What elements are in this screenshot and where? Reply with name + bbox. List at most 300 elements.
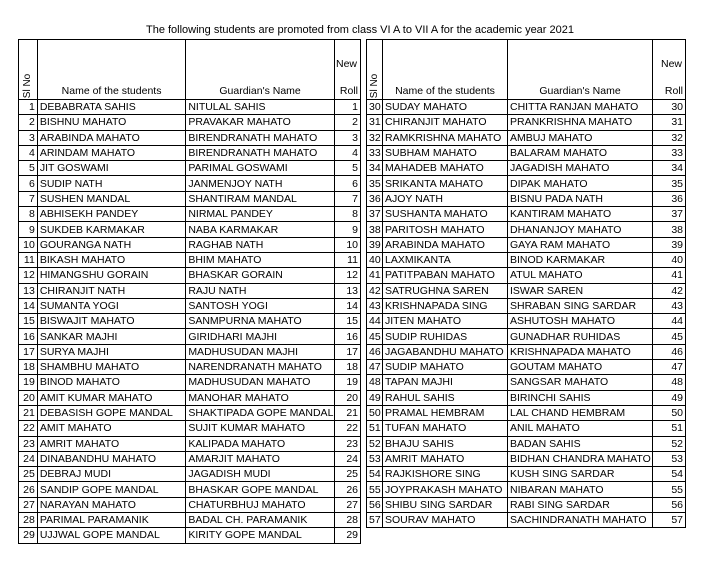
new-roll-cell: 35 bbox=[653, 176, 686, 191]
table-header-row bbox=[19, 40, 361, 100]
sl-no-cell: 56 bbox=[367, 497, 383, 512]
table-row bbox=[19, 528, 361, 543]
guardian-name-cell: JANMENJOY NATH bbox=[186, 176, 335, 191]
new-roll-cell: 25 bbox=[334, 467, 360, 482]
student-name-cell: AMRIT MAHATO bbox=[37, 436, 186, 451]
table-row bbox=[367, 100, 686, 115]
student-name-cell: SRIKANTA MAHATO bbox=[383, 176, 508, 191]
student-name-cell: UJJWAL GOPE MANDAL bbox=[37, 528, 186, 543]
sl-no-cell: 26 bbox=[19, 482, 38, 497]
sl-no-cell: 50 bbox=[367, 405, 383, 420]
student-name-cell: JIT GOSWAMI bbox=[37, 161, 186, 176]
guardian-name-cell: LAL CHAND HEMBRAM bbox=[508, 405, 653, 420]
student-name-cell: PARIMAL PARAMANIK bbox=[37, 513, 186, 528]
sl-no-header bbox=[367, 40, 383, 100]
student-name-cell: RAJKISHORE SING bbox=[383, 467, 508, 482]
table-row bbox=[19, 145, 361, 160]
student-name-cell: RAMKRISHNA MAHATO bbox=[383, 130, 508, 145]
new-roll-cell: 33 bbox=[653, 145, 686, 160]
table-row bbox=[367, 390, 686, 405]
guardian-name-cell: GOUTAM MAHATO bbox=[508, 360, 653, 375]
student-rows-right bbox=[367, 100, 686, 528]
sl-no-cell: 49 bbox=[367, 390, 383, 405]
guardian-name-cell: SANGSAR MAHATO bbox=[508, 375, 653, 390]
table-row bbox=[367, 360, 686, 375]
sl-no-cell: 53 bbox=[367, 451, 383, 466]
sl-no-cell: 21 bbox=[19, 405, 38, 420]
sl-no-cell: 4 bbox=[19, 145, 38, 160]
sl-no-cell: 1 bbox=[19, 100, 38, 115]
guardian-name-cell: PRAVAKAR MAHATO bbox=[186, 115, 335, 130]
table-row bbox=[367, 482, 686, 497]
student-name-cell: MAHADEB MAHATO bbox=[383, 161, 508, 176]
new-roll-cell: 7 bbox=[334, 191, 360, 206]
new-roll-cell: 40 bbox=[653, 252, 686, 267]
table-row bbox=[367, 191, 686, 206]
table-row bbox=[367, 513, 686, 528]
table-row bbox=[367, 375, 686, 390]
sl-no-cell: 17 bbox=[19, 344, 38, 359]
sl-no-cell: 6 bbox=[19, 176, 38, 191]
student-name-cell: DEBASISH GOPE MANDAL bbox=[37, 405, 186, 420]
student-name-cell: SUDAY MAHATO bbox=[383, 100, 508, 115]
guardian-name-cell: CHITTA RANJAN MAHATO bbox=[508, 100, 653, 115]
guardian-name-cell: MADHUSUDAN MAHATO bbox=[186, 375, 335, 390]
guardian-name-header: Guardian's Name bbox=[186, 40, 335, 100]
sl-no-cell: 47 bbox=[367, 360, 383, 375]
guardian-name-cell: ISWAR SAREN bbox=[508, 283, 653, 298]
table-row bbox=[19, 252, 361, 267]
guardian-name-cell: AMBUJ MAHATO bbox=[508, 130, 653, 145]
sl-no-cell: 44 bbox=[367, 314, 383, 329]
table-row bbox=[367, 314, 686, 329]
student-name-cell: TAPAN MAJHI bbox=[383, 375, 508, 390]
table-row bbox=[367, 467, 686, 482]
new-roll-cell: 49 bbox=[653, 390, 686, 405]
student-name-cell: SATRUGHNA SAREN bbox=[383, 283, 508, 298]
guardian-name-cell: RABI SING SARDAR bbox=[508, 497, 653, 512]
page-title: The following students are promoted from class VI A to VII A for the academic year 2021 bbox=[145, 24, 574, 36]
guardian-name-cell: KRISHNAPADA MAHATO bbox=[508, 344, 653, 359]
table-row bbox=[19, 191, 361, 206]
new-roll-cell: 20 bbox=[334, 390, 360, 405]
table-row bbox=[367, 252, 686, 267]
table-row bbox=[19, 130, 361, 145]
new-label: New bbox=[660, 58, 682, 70]
new-roll-cell: 43 bbox=[653, 298, 686, 313]
new-roll-cell: 10 bbox=[334, 237, 360, 252]
new-roll-cell: 32 bbox=[653, 130, 686, 145]
new-roll-cell: 6 bbox=[334, 176, 360, 191]
student-name-cell: TUFAN MAHATO bbox=[383, 421, 508, 436]
sl-no-cell: 7 bbox=[19, 191, 38, 206]
sl-no-cell: 8 bbox=[19, 207, 38, 222]
table-row bbox=[367, 207, 686, 222]
new-roll-cell: 50 bbox=[653, 405, 686, 420]
guardian-name-cell: CHATURBHUJ MAHATO bbox=[186, 497, 335, 512]
table-row bbox=[367, 161, 686, 176]
sl-no-cell: 48 bbox=[367, 375, 383, 390]
sl-no-cell: 2 bbox=[19, 115, 38, 130]
new-roll-cell: 17 bbox=[334, 344, 360, 359]
new-roll-cell: 48 bbox=[653, 375, 686, 390]
sl-no-cell: 33 bbox=[367, 145, 383, 160]
table-row bbox=[367, 329, 686, 344]
student-name-cell: AMIT KUMAR MAHATO bbox=[37, 390, 186, 405]
roll-label: Roll bbox=[339, 85, 358, 97]
guardian-name-cell: GUNADHAR RUHIDAS bbox=[508, 329, 653, 344]
new-roll-cell: 39 bbox=[653, 237, 686, 252]
student-name-cell: ARABINDA MAHATO bbox=[37, 130, 186, 145]
student-name-cell: RAHUL SAHIS bbox=[383, 390, 508, 405]
student-name-cell: CHIRANJIT MAHATO bbox=[383, 115, 508, 130]
guardian-name-cell: AMARJIT MAHATO bbox=[186, 451, 335, 466]
sl-no-cell: 36 bbox=[367, 191, 383, 206]
table-row bbox=[19, 375, 361, 390]
new-roll-cell: 29 bbox=[334, 528, 360, 543]
table-row bbox=[19, 314, 361, 329]
new-roll-cell: 19 bbox=[334, 375, 360, 390]
table-row bbox=[19, 344, 361, 359]
student-name-cell: SUSHEN MANDAL bbox=[37, 191, 186, 206]
table-row bbox=[367, 451, 686, 466]
guardian-name-cell: SHAKTIPADA GOPE MANDAL bbox=[186, 405, 335, 420]
sl-no-cell: 3 bbox=[19, 130, 38, 145]
sl-no-cell: 35 bbox=[367, 176, 383, 191]
student-name-cell: JAGABANDHU MAHATO bbox=[383, 344, 508, 359]
table-row bbox=[19, 237, 361, 252]
sl-no-cell: 55 bbox=[367, 482, 383, 497]
new-roll-cell: 14 bbox=[334, 298, 360, 313]
table-row bbox=[19, 176, 361, 191]
new-roll-cell: 23 bbox=[334, 436, 360, 451]
student-name-cell: AJOY NATH bbox=[383, 191, 508, 206]
table-row bbox=[367, 436, 686, 451]
table-row bbox=[367, 268, 686, 283]
sl-no-header-label: Sl No bbox=[21, 73, 33, 99]
sl-no-cell: 27 bbox=[19, 497, 38, 512]
guardian-name-cell: MADHUSUDAN MAJHI bbox=[186, 344, 335, 359]
student-name-header: Name of the students bbox=[37, 40, 186, 100]
sl-no-cell: 45 bbox=[367, 329, 383, 344]
new-roll-cell: 30 bbox=[653, 100, 686, 115]
guardian-name-cell: PRANKRISHNA MAHATO bbox=[508, 115, 653, 130]
sl-no-cell: 52 bbox=[367, 436, 383, 451]
sl-no-cell: 12 bbox=[19, 268, 38, 283]
guardian-name-cell: GIRIDHARI MAJHI bbox=[186, 329, 335, 344]
student-name-cell: SHAMBHU MAHATO bbox=[37, 360, 186, 375]
guardian-name-cell: ASHUTOSH MAHATO bbox=[508, 314, 653, 329]
guardian-name-cell: SACHINDRANATH MAHATO bbox=[508, 513, 653, 528]
guardian-name-cell: JAGADISH MUDI bbox=[186, 467, 335, 482]
new-roll-cell: 27 bbox=[334, 497, 360, 512]
table-row bbox=[19, 161, 361, 176]
student-name-cell: SURYA MAJHI bbox=[37, 344, 186, 359]
new-roll-cell: 9 bbox=[334, 222, 360, 237]
student-name-cell: PRAMAL HEMBRAM bbox=[383, 405, 508, 420]
student-name-cell: SUKDEB KARMAKAR bbox=[37, 222, 186, 237]
sl-no-cell: 30 bbox=[367, 100, 383, 115]
guardian-name-cell: NABA KARMAKAR bbox=[186, 222, 335, 237]
sl-no-cell: 5 bbox=[19, 161, 38, 176]
sl-no-cell: 24 bbox=[19, 451, 38, 466]
new-roll-cell: 44 bbox=[653, 314, 686, 329]
guardian-name-cell: JAGADISH MAHATO bbox=[508, 161, 653, 176]
guardian-name-cell: BIDHAN CHANDRA MAHATO bbox=[508, 451, 653, 466]
guardian-name-cell: MANOHAR MAHATO bbox=[186, 390, 335, 405]
table-row bbox=[367, 421, 686, 436]
sl-no-cell: 19 bbox=[19, 375, 38, 390]
new-roll-cell: 24 bbox=[334, 451, 360, 466]
student-name-cell: SUDIP RUHIDAS bbox=[383, 329, 508, 344]
guardian-name-cell: SUJIT KUMAR MAHATO bbox=[186, 421, 335, 436]
sl-no-cell: 28 bbox=[19, 513, 38, 528]
sl-no-cell: 18 bbox=[19, 360, 38, 375]
student-name-cell: GOURANGA NATH bbox=[37, 237, 186, 252]
sl-no-header bbox=[19, 40, 38, 100]
guardian-name-cell: BALARAM MAHATO bbox=[508, 145, 653, 160]
roll-label: Roll bbox=[664, 85, 683, 97]
table-row bbox=[19, 513, 361, 528]
new-roll-cell: 21 bbox=[334, 405, 360, 420]
guardian-name-cell: BIRENDRANATH MAHATO bbox=[186, 130, 335, 145]
new-roll-cell: 4 bbox=[334, 145, 360, 160]
student-name-cell: BISHNU MAHATO bbox=[37, 115, 186, 130]
student-name-cell: BINOD MAHATO bbox=[37, 375, 186, 390]
table-row bbox=[367, 130, 686, 145]
sl-no-header-label: Sl No bbox=[368, 73, 380, 99]
student-name-cell: PATITPABAN MAHATO bbox=[383, 268, 508, 283]
guardian-name-cell: BIRINCHI SAHIS bbox=[508, 390, 653, 405]
guardian-name-cell: SHRABAN SING SARDAR bbox=[508, 298, 653, 313]
sl-no-cell: 42 bbox=[367, 283, 383, 298]
new-roll-cell: 2 bbox=[334, 115, 360, 130]
new-roll-cell: 11 bbox=[334, 252, 360, 267]
new-roll-cell: 54 bbox=[653, 467, 686, 482]
student-name-cell: SUSHANTA MAHATO bbox=[383, 207, 508, 222]
student-name-cell: AMIT MAHATO bbox=[37, 421, 186, 436]
student-name-cell: JOYPRAKASH MAHATO bbox=[383, 482, 508, 497]
sl-no-cell: 29 bbox=[19, 528, 38, 543]
sl-no-cell: 37 bbox=[367, 207, 383, 222]
new-roll-cell: 52 bbox=[653, 436, 686, 451]
student-table-left bbox=[18, 39, 361, 544]
table-row bbox=[367, 222, 686, 237]
new-roll-cell: 45 bbox=[653, 329, 686, 344]
sl-no-cell: 34 bbox=[367, 161, 383, 176]
table-row bbox=[19, 222, 361, 237]
student-name-cell: SANKAR MAJHI bbox=[37, 329, 186, 344]
new-roll-cell: 34 bbox=[653, 161, 686, 176]
guardian-name-cell: BIRENDRANATH MAHATO bbox=[186, 145, 335, 160]
new-roll-cell: 46 bbox=[653, 344, 686, 359]
new-roll-cell: 51 bbox=[653, 421, 686, 436]
student-table-right bbox=[366, 39, 686, 528]
student-name-cell: DEBRAJ MUDI bbox=[37, 467, 186, 482]
student-name-cell: ARABINDA MAHATO bbox=[383, 237, 508, 252]
sl-no-cell: 20 bbox=[19, 390, 38, 405]
new-roll-cell: 1 bbox=[334, 100, 360, 115]
guardian-name-cell: BISNU PADA NATH bbox=[508, 191, 653, 206]
student-name-cell: SUDIP NATH bbox=[37, 176, 186, 191]
guardian-name-cell: SHANTIRAM MANDAL bbox=[186, 191, 335, 206]
new-roll-cell: 57 bbox=[653, 513, 686, 528]
student-name-cell: SANDIP GOPE MANDAL bbox=[37, 482, 186, 497]
guardian-name-cell: BINOD KARMAKAR bbox=[508, 252, 653, 267]
student-name-cell: PARITOSH MAHATO bbox=[383, 222, 508, 237]
student-name-cell: NARAYAN MAHATO bbox=[37, 497, 186, 512]
sl-no-cell: 22 bbox=[19, 421, 38, 436]
guardian-name-cell: BHIM MAHATO bbox=[186, 252, 335, 267]
student-name-cell: SUMANTA YOGI bbox=[37, 298, 186, 313]
new-roll-header bbox=[653, 40, 686, 100]
table-row bbox=[19, 298, 361, 313]
sl-no-cell: 41 bbox=[367, 268, 383, 283]
new-roll-cell: 38 bbox=[653, 222, 686, 237]
student-name-cell: BISWAJIT MAHATO bbox=[37, 314, 186, 329]
new-roll-cell: 47 bbox=[653, 360, 686, 375]
sl-no-cell: 11 bbox=[19, 252, 38, 267]
guardian-name-cell: NITULAL SAHIS bbox=[186, 100, 335, 115]
new-roll-cell: 36 bbox=[653, 191, 686, 206]
new-label: New bbox=[335, 58, 357, 70]
sl-no-cell: 46 bbox=[367, 344, 383, 359]
guardian-name-cell: KIRITY GOPE MANDAL bbox=[186, 528, 335, 543]
new-roll-cell: 55 bbox=[653, 482, 686, 497]
guardian-name-cell: BHASKAR GOPE MANDAL bbox=[186, 482, 335, 497]
new-roll-cell: 26 bbox=[334, 482, 360, 497]
sl-no-cell: 32 bbox=[367, 130, 383, 145]
sl-no-cell: 23 bbox=[19, 436, 38, 451]
table-row bbox=[19, 482, 361, 497]
table-row bbox=[19, 467, 361, 482]
table-row bbox=[19, 390, 361, 405]
table-row bbox=[367, 176, 686, 191]
table-row bbox=[367, 298, 686, 313]
guardian-name-cell: NIRMAL PANDEY bbox=[186, 207, 335, 222]
new-roll-cell: 41 bbox=[653, 268, 686, 283]
guardian-name-cell: PARIMAL GOSWAMI bbox=[186, 161, 335, 176]
new-roll-cell: 13 bbox=[334, 283, 360, 298]
student-name-cell: SUDIP MAHATO bbox=[383, 360, 508, 375]
guardian-name-cell: KUSH SING SARDAR bbox=[508, 467, 653, 482]
table-row bbox=[19, 405, 361, 420]
new-roll-cell: 53 bbox=[653, 451, 686, 466]
table-row bbox=[367, 283, 686, 298]
new-roll-cell: 8 bbox=[334, 207, 360, 222]
table-row bbox=[19, 421, 361, 436]
student-name-cell: SHIBU SING SARDAR bbox=[383, 497, 508, 512]
table-row bbox=[367, 497, 686, 512]
new-roll-cell: 37 bbox=[653, 207, 686, 222]
new-roll-cell: 3 bbox=[334, 130, 360, 145]
student-rows-left bbox=[19, 100, 361, 544]
table-row bbox=[367, 237, 686, 252]
guardian-name-cell: DHANANJOY MAHATO bbox=[508, 222, 653, 237]
guardian-name-cell: ATUL MAHATO bbox=[508, 268, 653, 283]
sl-no-cell: 14 bbox=[19, 298, 38, 313]
table-header-row bbox=[367, 40, 686, 100]
guardian-name-cell: NIBARAN MAHATO bbox=[508, 482, 653, 497]
table-row bbox=[19, 283, 361, 298]
table-row bbox=[19, 329, 361, 344]
sl-no-cell: 16 bbox=[19, 329, 38, 344]
new-roll-cell: 16 bbox=[334, 329, 360, 344]
guardian-name-cell: BADAL CH. PARAMANIK bbox=[186, 513, 335, 528]
guardian-name-cell: RAJU NATH bbox=[186, 283, 335, 298]
new-roll-cell: 5 bbox=[334, 161, 360, 176]
student-name-cell: DEBABRATA SAHIS bbox=[37, 100, 186, 115]
guardian-name-cell: BHASKAR GORAIN bbox=[186, 268, 335, 283]
sl-no-cell: 31 bbox=[367, 115, 383, 130]
guardian-name-cell: KANTIRAM MAHATO bbox=[508, 207, 653, 222]
new-roll-cell: 15 bbox=[334, 314, 360, 329]
table-row bbox=[19, 436, 361, 451]
guardian-name-cell: ANIL MAHATO bbox=[508, 421, 653, 436]
sl-no-cell: 13 bbox=[19, 283, 38, 298]
sl-no-cell: 9 bbox=[19, 222, 38, 237]
student-name-cell: JITEN MAHATO bbox=[383, 314, 508, 329]
student-name-cell: DINABANDHU MAHATO bbox=[37, 451, 186, 466]
table-row bbox=[19, 360, 361, 375]
sl-no-cell: 15 bbox=[19, 314, 38, 329]
student-name-cell: CHIRANJIT NATH bbox=[37, 283, 186, 298]
table-row bbox=[19, 497, 361, 512]
new-roll-cell: 31 bbox=[653, 115, 686, 130]
guardian-name-cell: SANTOSH YOGI bbox=[186, 298, 335, 313]
student-name-header: Name of the students bbox=[383, 40, 508, 100]
sl-no-cell: 51 bbox=[367, 421, 383, 436]
student-name-cell: KRISHNAPADA SING bbox=[383, 298, 508, 313]
new-roll-header bbox=[334, 40, 360, 100]
sl-no-cell: 43 bbox=[367, 298, 383, 313]
table-row bbox=[19, 451, 361, 466]
sl-no-cell: 10 bbox=[19, 237, 38, 252]
guardian-name-cell: BADAN SAHIS bbox=[508, 436, 653, 451]
table-row bbox=[367, 145, 686, 160]
new-roll-cell: 12 bbox=[334, 268, 360, 283]
guardian-name-header: Guardian's Name bbox=[508, 40, 653, 100]
guardian-name-cell: SANMPURNA MAHATO bbox=[186, 314, 335, 329]
table-row bbox=[367, 344, 686, 359]
guardian-name-cell: NARENDRANATH MAHATO bbox=[186, 360, 335, 375]
sl-no-cell: 40 bbox=[367, 252, 383, 267]
table-row bbox=[367, 115, 686, 130]
student-name-cell: ARINDAM MAHATO bbox=[37, 145, 186, 160]
student-name-cell: LAXMIKANTA bbox=[383, 252, 508, 267]
new-roll-cell: 56 bbox=[653, 497, 686, 512]
new-roll-cell: 28 bbox=[334, 513, 360, 528]
sl-no-cell: 38 bbox=[367, 222, 383, 237]
student-name-cell: HIMANGSHU GORAIN bbox=[37, 268, 186, 283]
student-name-cell: SUBHAM MAHATO bbox=[383, 145, 508, 160]
new-roll-cell: 18 bbox=[334, 360, 360, 375]
sl-no-cell: 57 bbox=[367, 513, 383, 528]
student-name-cell: BIKASH MAHATO bbox=[37, 252, 186, 267]
guardian-name-cell: DIPAK MAHATO bbox=[508, 176, 653, 191]
new-roll-cell: 22 bbox=[334, 421, 360, 436]
table-row bbox=[19, 115, 361, 130]
student-name-cell: BHAJU SAHIS bbox=[383, 436, 508, 451]
guardian-name-cell: GAYA RAM MAHATO bbox=[508, 237, 653, 252]
student-name-cell: SOURAV MAHATO bbox=[383, 513, 508, 528]
student-name-cell: AMRIT MAHATO bbox=[383, 451, 508, 466]
sl-no-cell: 39 bbox=[367, 237, 383, 252]
new-roll-cell: 42 bbox=[653, 283, 686, 298]
table-row bbox=[19, 268, 361, 283]
table-row bbox=[367, 405, 686, 420]
guardian-name-cell: RAGHAB NATH bbox=[186, 237, 335, 252]
